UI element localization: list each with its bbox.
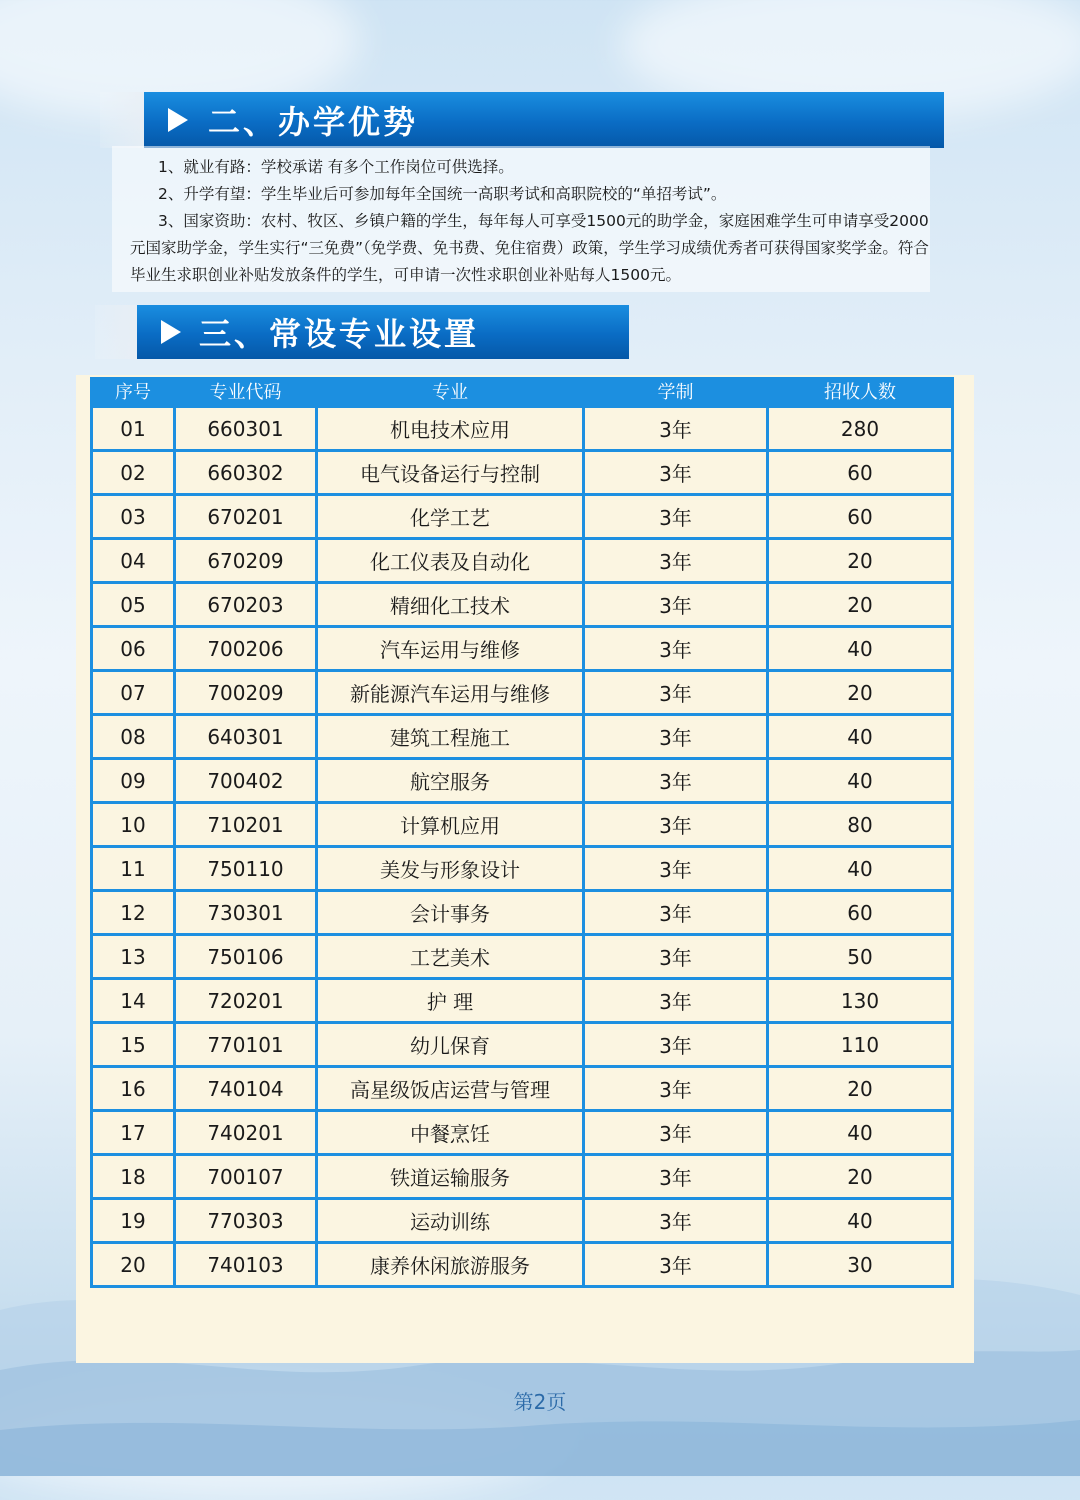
cell-code: 700107 xyxy=(175,1155,317,1199)
table-row xyxy=(92,1023,953,1067)
cell-index: 02 xyxy=(92,451,175,495)
cell-enrollment: 80 xyxy=(768,803,953,847)
table-row xyxy=(92,935,953,979)
cell-major: 新能源汽车运用与维修 xyxy=(317,671,584,715)
cell-index: 19 xyxy=(92,1199,175,1243)
cell-enrollment: 60 xyxy=(768,891,953,935)
cell-code: 740103 xyxy=(175,1243,317,1287)
header-duration: 学制 xyxy=(584,377,768,407)
cell-duration: 3年 xyxy=(584,979,768,1023)
cell-code: 700206 xyxy=(175,627,317,671)
cell-major: 铁道运输服务 xyxy=(317,1155,584,1199)
cell-major: 中餐烹饪 xyxy=(317,1111,584,1155)
cell-duration: 3年 xyxy=(584,803,768,847)
cell-index: 18 xyxy=(92,1155,175,1199)
cell-major: 康养休闲旅游服务 xyxy=(317,1243,584,1287)
cell-enrollment: 40 xyxy=(768,1199,953,1243)
table-row xyxy=(92,1067,953,1111)
header-enrollment: 招收人数 xyxy=(768,377,953,407)
cell-index: 09 xyxy=(92,759,175,803)
cell-code: 770303 xyxy=(175,1199,317,1243)
cell-enrollment: 40 xyxy=(768,715,953,759)
cell-enrollment: 30 xyxy=(768,1243,953,1287)
cell-major: 美发与形象设计 xyxy=(317,847,584,891)
section-header-advantages xyxy=(100,92,944,148)
cell-code: 670209 xyxy=(175,539,317,583)
cell-index: 17 xyxy=(92,1111,175,1155)
cell-enrollment: 20 xyxy=(768,1067,953,1111)
cell-code: 720201 xyxy=(175,979,317,1023)
section-title: 三、常设专业设置 xyxy=(199,315,480,353)
cell-code: 770101 xyxy=(175,1023,317,1067)
cell-duration: 3年 xyxy=(584,891,768,935)
cell-index: 20 xyxy=(92,1243,175,1287)
cell-code: 660302 xyxy=(175,451,317,495)
cell-index: 12 xyxy=(92,891,175,935)
arrow-right-icon xyxy=(168,108,188,132)
table-row xyxy=(92,1155,953,1199)
table-row xyxy=(92,495,953,539)
majors-table-wrapper xyxy=(90,377,951,1288)
advantage-item: 1、就业有路：学校承诺 有多个工作岗位可供选择。 xyxy=(158,158,514,176)
cell-code: 750106 xyxy=(175,935,317,979)
cell-major: 机电技术应用 xyxy=(317,407,584,451)
table-row xyxy=(92,715,953,759)
cell-duration: 3年 xyxy=(584,1199,768,1243)
table-row xyxy=(92,759,953,803)
table-row xyxy=(92,1199,953,1243)
cell-major: 航空服务 xyxy=(317,759,584,803)
cell-major: 化工仪表及自动化 xyxy=(317,539,584,583)
cell-enrollment: 110 xyxy=(768,1023,953,1067)
table-row xyxy=(92,583,953,627)
cell-enrollment: 40 xyxy=(768,627,953,671)
cell-enrollment: 50 xyxy=(768,935,953,979)
arrow-right-icon xyxy=(161,320,181,344)
cell-index: 10 xyxy=(92,803,175,847)
table-row xyxy=(92,1243,953,1287)
cell-duration: 3年 xyxy=(584,1155,768,1199)
cell-major: 工艺美术 xyxy=(317,935,584,979)
cell-index: 14 xyxy=(92,979,175,1023)
table-row xyxy=(92,803,953,847)
cell-index: 07 xyxy=(92,671,175,715)
cell-code: 660301 xyxy=(175,407,317,451)
cell-index: 11 xyxy=(92,847,175,891)
cell-index: 08 xyxy=(92,715,175,759)
cell-major: 护 理 xyxy=(317,979,584,1023)
cell-enrollment: 130 xyxy=(768,979,953,1023)
cell-index: 13 xyxy=(92,935,175,979)
cell-enrollment: 40 xyxy=(768,847,953,891)
majors-table xyxy=(90,377,954,1288)
cell-duration: 3年 xyxy=(584,407,768,451)
cell-enrollment: 40 xyxy=(768,759,953,803)
cell-code: 700402 xyxy=(175,759,317,803)
header-code: 专业代码 xyxy=(175,377,317,407)
cell-enrollment: 20 xyxy=(768,1155,953,1199)
cell-major: 汽车运用与维修 xyxy=(317,627,584,671)
cell-duration: 3年 xyxy=(584,847,768,891)
cell-code: 750110 xyxy=(175,847,317,891)
cell-enrollment: 20 xyxy=(768,583,953,627)
cell-major: 建筑工程施工 xyxy=(317,715,584,759)
advantages-text xyxy=(130,154,930,289)
cell-code: 740104 xyxy=(175,1067,317,1111)
cell-code: 670201 xyxy=(175,495,317,539)
cell-code: 670203 xyxy=(175,583,317,627)
table-header-row xyxy=(92,377,953,407)
cell-enrollment: 20 xyxy=(768,671,953,715)
table-row xyxy=(92,979,953,1023)
cell-major: 高星级饭店运营与管理 xyxy=(317,1067,584,1111)
table-row xyxy=(92,1111,953,1155)
cell-duration: 3年 xyxy=(584,1023,768,1067)
cell-major: 会计事务 xyxy=(317,891,584,935)
advantage-item: 2、升学有望：学生毕业后可参加每年全国统一高职考试和高职院校的“单招考试”。 xyxy=(158,185,727,203)
header-index: 序号 xyxy=(92,377,175,407)
table-row xyxy=(92,407,953,451)
cell-major: 化学工艺 xyxy=(317,495,584,539)
advantage-item: 3、国家资助：农村、牧区、乡镇户籍的学生，每年每人可享受1500元的助学金，家庭困难学生可申请享受2000元国家助学金，学生实行“三免费”（免学费、免书费、免住宿费）政策，学生学习成绩优秀者可获得国家奖学金。符合毕业生求职创业补贴发放条件的学生，可申请一次性求职创业补贴每人1500元。 xyxy=(130,212,929,284)
table-body xyxy=(92,407,953,1287)
cell-duration: 3年 xyxy=(584,451,768,495)
cell-duration: 3年 xyxy=(584,495,768,539)
cell-major: 精细化工技术 xyxy=(317,583,584,627)
page-number: 第2页 xyxy=(513,1390,567,1414)
cell-index: 04 xyxy=(92,539,175,583)
cell-duration: 3年 xyxy=(584,1111,768,1155)
table-row xyxy=(92,671,953,715)
cell-duration: 3年 xyxy=(584,1067,768,1111)
cell-enrollment: 40 xyxy=(768,1111,953,1155)
cell-duration: 3年 xyxy=(584,935,768,979)
cell-index: 16 xyxy=(92,1067,175,1111)
table-row xyxy=(92,451,953,495)
cell-duration: 3年 xyxy=(584,671,768,715)
cell-duration: 3年 xyxy=(584,539,768,583)
cell-duration: 3年 xyxy=(584,627,768,671)
cell-major: 幼儿保育 xyxy=(317,1023,584,1067)
cell-index: 15 xyxy=(92,1023,175,1067)
cell-index: 06 xyxy=(92,627,175,671)
cell-index: 01 xyxy=(92,407,175,451)
cell-major: 运动训练 xyxy=(317,1199,584,1243)
cell-enrollment: 60 xyxy=(768,495,953,539)
cell-duration: 3年 xyxy=(584,759,768,803)
header-major: 专业 xyxy=(317,377,584,407)
cell-code: 740201 xyxy=(175,1111,317,1155)
section-title: 二、办学优势 xyxy=(208,103,419,141)
cell-duration: 3年 xyxy=(584,1243,768,1287)
section-header-majors xyxy=(95,305,629,359)
table-row xyxy=(92,891,953,935)
cell-major: 电气设备运行与控制 xyxy=(317,451,584,495)
cell-duration: 3年 xyxy=(584,715,768,759)
cell-enrollment: 60 xyxy=(768,451,953,495)
cell-index: 03 xyxy=(92,495,175,539)
cell-major: 计算机应用 xyxy=(317,803,584,847)
cell-index: 05 xyxy=(92,583,175,627)
cell-enrollment: 280 xyxy=(768,407,953,451)
cell-code: 710201 xyxy=(175,803,317,847)
cell-enrollment: 20 xyxy=(768,539,953,583)
cell-duration: 3年 xyxy=(584,583,768,627)
table-row xyxy=(92,539,953,583)
cell-code: 730301 xyxy=(175,891,317,935)
table-row xyxy=(92,847,953,891)
table-row xyxy=(92,627,953,671)
cell-code: 640301 xyxy=(175,715,317,759)
cell-code: 700209 xyxy=(175,671,317,715)
